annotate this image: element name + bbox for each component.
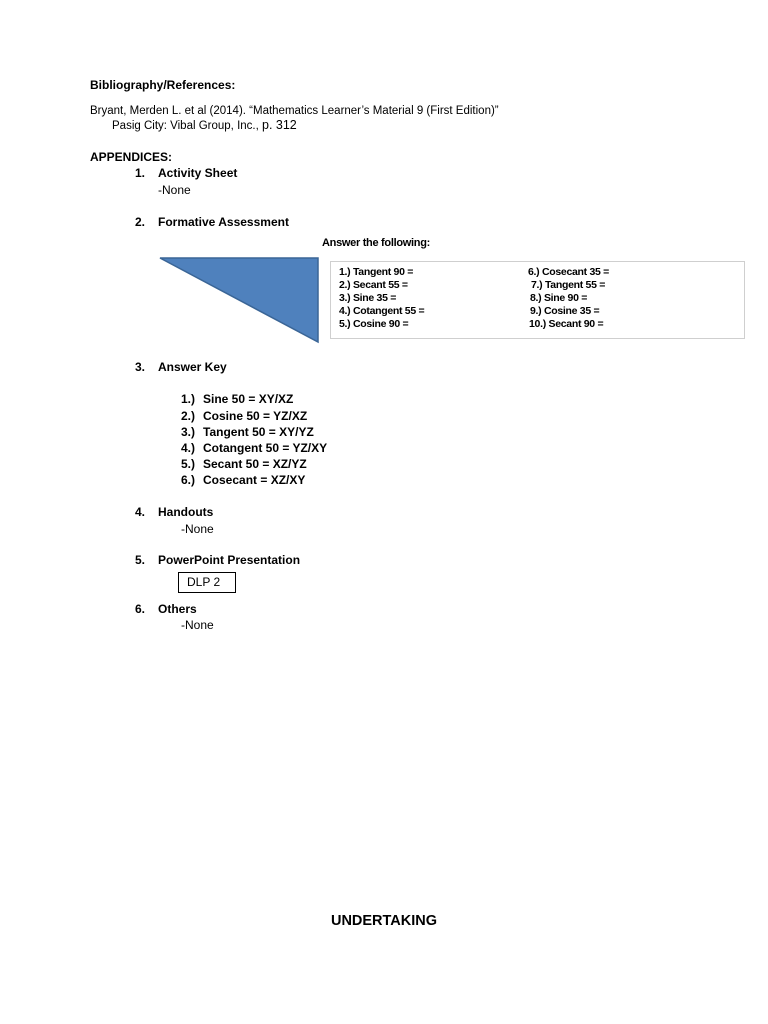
question-3: 3.) Sine 35 = xyxy=(339,292,397,304)
answer-3: Tangent 50 = XY/YZ xyxy=(203,425,314,439)
dlp-link-box[interactable]: DLP 2 xyxy=(178,572,236,593)
question-6: 6.) Cosecant 35 = xyxy=(528,266,609,278)
appendix-number-2: 2. xyxy=(135,215,146,229)
appendix-number-1: 1. xyxy=(135,166,146,180)
question-9: 9.) Cosine 35 = xyxy=(530,305,600,317)
right-triangle-figure xyxy=(158,256,320,344)
bibliography-entry-line1: Bryant, Merden L. et al (2014). “Mathematics Learner’s Material 9 (First Edition)” xyxy=(90,105,499,117)
question-10: 10.) Secant 90 = xyxy=(529,318,604,330)
answer-number-6: 6.) xyxy=(181,473,196,487)
answer-2: Cosine 50 = YZ/XZ xyxy=(203,409,308,423)
answer-number-2: 2.) xyxy=(181,409,196,423)
appendix-note-activity-sheet: -None xyxy=(158,183,191,197)
undertaking-heading: UNDERTAKING xyxy=(330,913,438,929)
question-4: 4.) Cotangent 55 = xyxy=(339,305,425,317)
assessment-instruction: Answer the following: xyxy=(322,237,430,249)
answer-number-1: 1.) xyxy=(181,392,196,406)
appendix-number-6: 6. xyxy=(135,602,146,616)
appendix-title-others: Others xyxy=(158,602,197,616)
appendix-number-5: 5. xyxy=(135,553,146,567)
appendices-heading: APPENDICES: xyxy=(90,150,173,164)
appendix-title-answer-key: Answer Key xyxy=(158,360,227,374)
question-7: 7.) Tangent 55 = xyxy=(531,279,606,291)
appendix-title-activity-sheet: Activity Sheet xyxy=(158,166,238,180)
answer-4: Cotangent 50 = YZ/XY xyxy=(203,441,328,455)
questions-box xyxy=(330,261,745,339)
appendix-number-3: 3. xyxy=(135,360,146,374)
appendix-number-4: 4. xyxy=(135,505,146,519)
answer-number-4: 4.) xyxy=(181,441,196,455)
question-8: 8.) Sine 90 = xyxy=(530,292,588,304)
answer-number-5: 5.) xyxy=(181,457,196,471)
bibliography-heading: Bibliography/References: xyxy=(90,78,236,92)
appendix-title-powerpoint: PowerPoint Presentation xyxy=(158,553,301,567)
answer-1: Sine 50 = XY/XZ xyxy=(203,392,294,406)
answer-6: Cosecant = XZ/XY xyxy=(203,473,306,487)
answer-number-3: 3.) xyxy=(181,425,196,439)
bibliography-page: p. 312 xyxy=(262,118,297,132)
answer-5: Secant 50 = XZ/YZ xyxy=(203,457,307,471)
question-5: 5.) Cosine 90 = xyxy=(339,318,409,330)
appendix-title-handouts: Handouts xyxy=(158,505,214,519)
appendix-note-others: -None xyxy=(181,618,214,632)
appendix-note-handouts: -None xyxy=(181,522,214,536)
question-2: 2.) Secant 55 = xyxy=(339,279,408,291)
bibliography-entry-line2 xyxy=(112,118,297,134)
bibliography-publisher: Pasig City: Vibal Group, Inc., xyxy=(112,120,262,132)
question-1: 1.) Tangent 90 = xyxy=(339,266,414,278)
appendix-title-formative-assessment: Formative Assessment xyxy=(158,215,289,229)
